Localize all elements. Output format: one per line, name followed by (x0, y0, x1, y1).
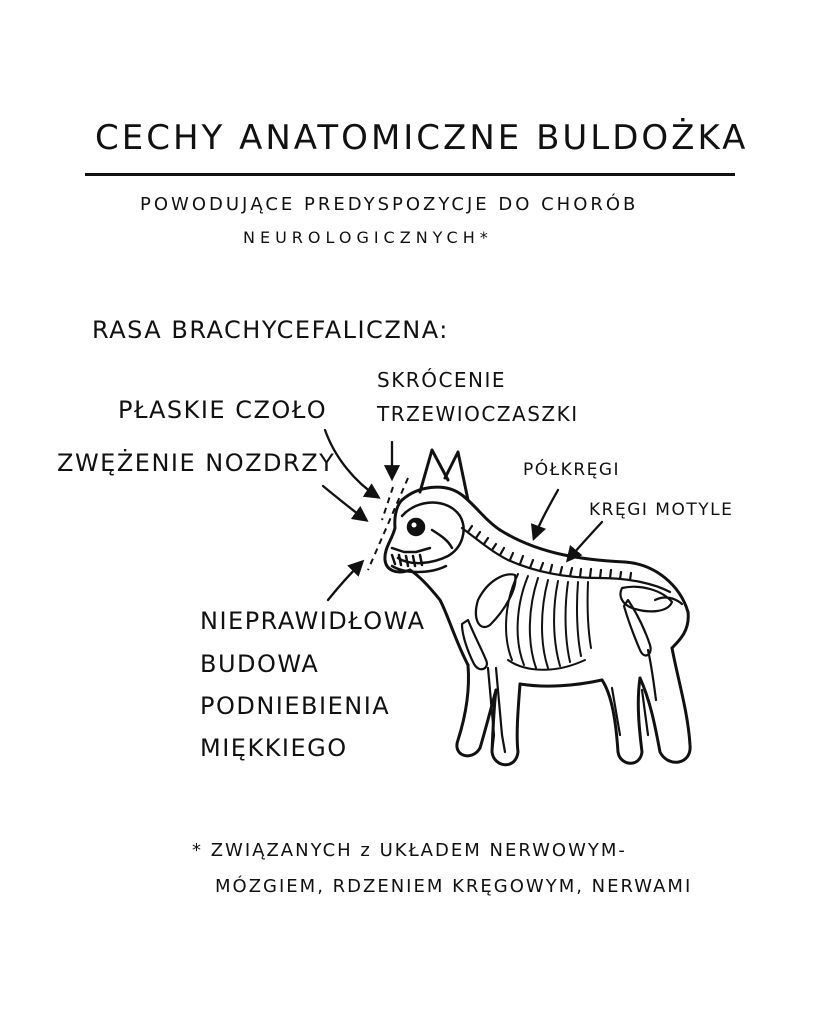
skull (392, 503, 464, 573)
breed-label: RASA BRACHYCEFALICZNA: (92, 316, 449, 344)
label-narrow-nostrils: ZWĘŻENIE NOZDRZY (57, 449, 336, 477)
page-title: CECHY ANATOMICZNE BULDOŻKA (95, 118, 749, 158)
face-guide-dashes (368, 478, 408, 570)
label-hemivertebrae: PÓŁKRĘGI (523, 460, 621, 480)
label-palate-line-1: NIEPRAWIDŁOWA (200, 607, 426, 635)
ribcage (506, 574, 591, 670)
label-shortened-skull-line-2: TRZEWIOCZASZKI (377, 402, 579, 426)
label-shortened-skull-line-1: SKRÓCENIE (377, 368, 507, 392)
arrow-hemivertebrae (534, 490, 558, 538)
subtitle-line-1: POWODUJĄCE PREDYSPOZYCJE DO CHORÓB (140, 194, 639, 215)
arrow-palate (328, 562, 362, 600)
hind-limb-bones (612, 587, 682, 735)
label-palate-line-2: BUDOWA (200, 650, 320, 678)
subtitle-line-2: NEUROLOGICZNYCH* (243, 228, 493, 247)
dog-outline (385, 450, 690, 765)
front-limb-bones (462, 574, 515, 752)
label-palate-line-4: MIĘKKIEGO (200, 734, 348, 762)
arrow-butterfly-vertebrae (568, 522, 602, 560)
footnote-line-2: MÓZGIEM, RDZENIEM KRĘGOWYM, NERWAMI (215, 876, 693, 897)
arrow-nostrils (323, 486, 366, 520)
footnote-line-1: * ZWIĄZANYCH z UKŁADEM NERWOWYM- (192, 840, 627, 861)
arrow-forehead (325, 430, 378, 497)
label-flat-forehead: PŁASKIE CZOŁO (118, 396, 328, 424)
label-palate-line-3: PODNIEBIENIA (200, 692, 391, 720)
label-butterfly-vertebrae: KRĘGI MOTYLE (589, 500, 734, 520)
